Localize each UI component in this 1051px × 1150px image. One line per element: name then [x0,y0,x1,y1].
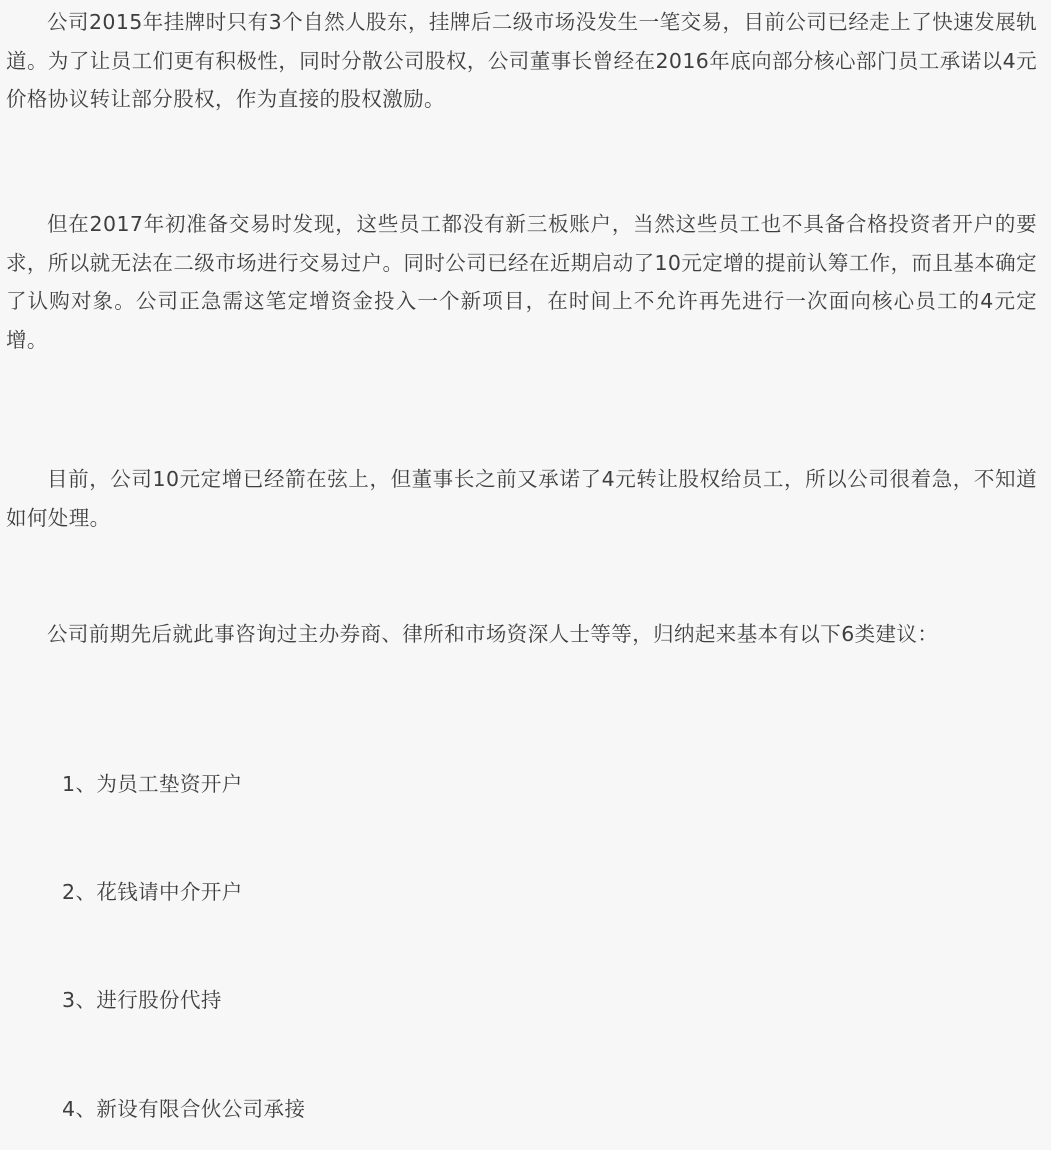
list-item: 4、新设有限合伙公司承接 [62,1097,306,1121]
list-item: 3、进行股份代持 [62,988,222,1012]
paragraph-3: 目前，公司10元定增已经箭在弦上，但董事长之前又承诺了4元转让股权给员工，所以公司很着急，不知道如何处理。 [6,467,1037,530]
list-item: 2、花钱请中介开户 [62,880,243,904]
paragraph-1: 公司2015年挂牌时只有3个自然人股东，挂牌后二级市场没发生一笔交易，目前公司已经走上了快速发展轨道。为了让员工们更有积极性，同时分散公司股权，公司董事长曾经在2016年底向部分核心部门员工承诺以4元价格协议转让部分股权，作为直接的股权激励。 [6,10,1037,111]
paragraph-2: 但在2017年初准备交易时发现，这些员工都没有新三板账户，当然这些员工也不具备合格投资者开户的要求，所以就无法在二级市场进行交易过户。同时公司已经在近期启动了10元定增的提前认筹工作，而且基本确定了认购对象。公司正急需这笔定增资金投入一个新项目，在时间上不允许再先进行一次面向核心员工的4元定增。 [6,212,1037,352]
list-item: 1、为员工垫资开户 [62,772,243,796]
paragraph-4: 公司前期先后就此事咨询过主办券商、律所和市场资深人士等等，归纳起来基本有以下6类建议： [47,622,939,646]
